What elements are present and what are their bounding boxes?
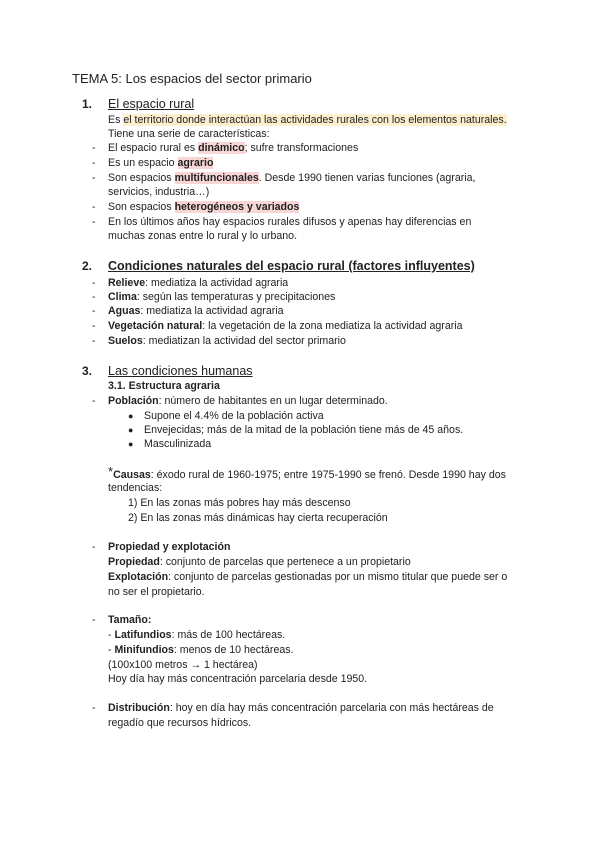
- s1-bullet-heterogeneos: Son espacios heterogéneos y variados: [108, 201, 300, 213]
- bullet-marker: ●: [128, 411, 134, 421]
- section-1-heading: El espacio rural: [108, 97, 195, 111]
- dash-marker: -: [92, 320, 96, 332]
- s1-bullet-difusos-line2: muchas zonas entre lo rural y lo urbano.: [108, 230, 298, 242]
- s3-explotacion-line2: no ser el propietario.: [108, 586, 205, 598]
- s3-dot-item-2: Envejecidas; más de la mitad de la población tiene más de 45 años.: [144, 424, 464, 436]
- s1-bullet-agrario: Es un espacio agrario: [108, 157, 214, 169]
- s3-poblacion: Población: número de habitantes en un lugar determinado.: [108, 395, 388, 407]
- s3-explotacion: Explotación: conjunto de parcelas gestionadas por un mismo titular que puede ser o: [108, 571, 508, 583]
- dash-marker: -: [92, 277, 96, 289]
- dash-marker: -: [92, 216, 96, 228]
- s3-tendencia-2: 2) En las zonas más dinámicas hay cierta recuperación: [128, 512, 388, 524]
- page-title: TEMA 5: Los espacios del sector primario: [72, 71, 312, 86]
- s3-dot-item-1: Supone el 4.4% de la población activa: [144, 410, 324, 422]
- s1-definition-line2: Tiene una serie de características:: [108, 128, 270, 140]
- s3-causas-line2: tendencias:: [108, 482, 163, 494]
- section-3-heading: Las condiciones humanas: [108, 364, 253, 378]
- dash-marker: -: [92, 702, 96, 714]
- s1-bullet-multifuncionales: Son espacios multifuncionales. Desde 1990 tienen varias funciones (agraria,: [108, 172, 476, 184]
- dash-marker: -: [92, 395, 96, 407]
- s3-dot-item-3: Masculinizada: [144, 438, 212, 450]
- s3-tamano-note: (100x100 metros → 1 hectárea): [108, 659, 258, 671]
- dash-marker: -: [92, 335, 96, 347]
- dash-marker: -: [92, 541, 96, 553]
- highlight-definition: el territorio donde interactúan las actividades rurales con los elementos naturales.: [123, 114, 507, 126]
- s1-bullet-multifuncionales-line2: servicios, industria…): [108, 186, 210, 198]
- s3-propiedad-heading: Propiedad y explotación: [108, 541, 231, 553]
- section-3-number: 3.: [82, 364, 93, 378]
- s3-tamano-heading: Tamaño:: [108, 614, 152, 626]
- s3-distribucion: Distribución: hoy en día hay más concentración parcelaria con más hectáreas de: [108, 702, 494, 714]
- dash-marker: -: [92, 614, 96, 626]
- section-2-number: 2.: [82, 259, 93, 273]
- s2-item-clima: Clima: según las temperaturas y precipitaciones: [108, 291, 336, 303]
- s3-tamano-line: Hoy día hay más concentración parcelaria desde 1950.: [108, 673, 368, 685]
- section-2-heading: Condiciones naturales del espacio rural (factores influyentes): [108, 259, 475, 273]
- bullet-marker: ●: [128, 425, 134, 435]
- s3-tendencia-1: 1) En las zonas más pobres hay más descenso: [128, 497, 351, 509]
- s3-causas: *Causas: éxodo rural de 1960-1975; entre 1975-1990 se frenó. Desde 1990 hay dos: [108, 464, 506, 481]
- bullet-marker: ●: [128, 439, 134, 449]
- dash-marker: -: [92, 172, 96, 184]
- s3-subheading: 3.1. Estructura agraria: [108, 380, 220, 392]
- s3-propiedad: Propiedad: conjunto de parcelas que pertenece a un propietario: [108, 556, 411, 568]
- s3-latifundios: - Latifundios: más de 100 hectáreas.: [108, 629, 286, 641]
- s3-distribucion-line2: regadío que recursos hídricos.: [108, 717, 252, 729]
- s2-item-relieve: Relieve: mediatiza la actividad agraria: [108, 277, 289, 289]
- dash-marker: -: [92, 291, 96, 303]
- s1-bullet-dinamico: El espacio rural es dinámico; sufre transformaciones: [108, 142, 359, 154]
- s1-bullet-difusos: En los últimos años hay espacios rurales difusos y apenas hay diferencias en: [108, 216, 472, 228]
- s3-minifundios: - Minifundios: menos de 10 hectáreas.: [108, 644, 294, 656]
- s2-item-suelos: Suelos: mediatizan la actividad del sector primario: [108, 335, 346, 347]
- s1-definition: Es el territorio donde interactúan las actividades rurales con los elementos naturales.: [108, 114, 507, 126]
- dash-marker: -: [92, 142, 96, 154]
- s2-item-aguas: Aguas: mediatiza la actividad agraria: [108, 305, 284, 317]
- dash-marker: -: [92, 305, 96, 317]
- section-1-number: 1.: [82, 97, 93, 111]
- s2-item-vegetacion: Vegetación natural: la vegetación de la zona mediatiza la actividad agraria: [108, 320, 463, 332]
- dash-marker: -: [92, 157, 96, 169]
- dash-marker: -: [92, 201, 96, 213]
